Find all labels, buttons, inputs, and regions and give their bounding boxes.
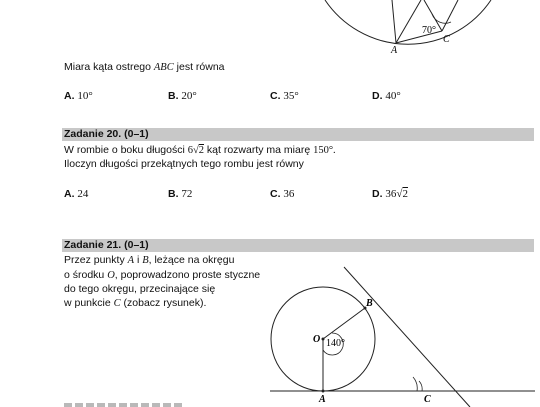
q21-line1-b: B	[142, 255, 149, 266]
q19-option-b-letter: B.	[168, 90, 179, 102]
q21-header-bar	[62, 239, 534, 252]
q21-label-b: B	[366, 298, 373, 309]
q21-line1-i: i	[134, 254, 143, 266]
q20-side-root: 2	[198, 145, 204, 156]
q19-option-a[interactable]	[64, 89, 93, 103]
q21-line4-pre: w punkcie	[64, 297, 114, 309]
q21-label-a: A	[319, 394, 326, 405]
top-chord-1	[392, 0, 396, 43]
q20-option-b-letter: B.	[168, 188, 179, 200]
q20-option-b[interactable]	[168, 187, 192, 201]
q19-option-b[interactable]	[168, 89, 197, 103]
q19-question	[64, 60, 225, 75]
top-point-c: C	[443, 34, 450, 45]
q20-line1-pre: W rombie o boku długości	[64, 144, 188, 156]
top-chord-2	[396, 0, 421, 43]
q20-line2: Iloczyn długości przekątnych tego rombu jest równy	[64, 158, 304, 170]
q19-question-pre: Miara kąta ostrego	[64, 61, 154, 73]
q19-option-c-letter: C.	[270, 90, 281, 102]
q21-angle-c-arc	[419, 381, 422, 391]
q19-question-post: jest równa	[173, 61, 225, 73]
q20-option-a-letter: A.	[64, 188, 75, 200]
q19-option-b-value: 20°	[181, 90, 197, 102]
q19-option-d[interactable]	[372, 89, 401, 103]
q21-label-o: O	[313, 334, 321, 345]
q19-option-c-value: 35°	[283, 90, 299, 102]
q21-line2-pre: o środku	[64, 269, 108, 281]
q19-option-d-letter: D.	[372, 90, 383, 102]
q21-figure	[260, 262, 540, 407]
q19-option-c[interactable]	[270, 89, 299, 103]
q21-line4-post: (zobacz rysunek).	[120, 297, 207, 309]
q21-label-c: C	[424, 394, 431, 405]
q20-option-c-value: 36	[283, 188, 295, 200]
q21-line2	[64, 268, 260, 283]
sqrt-icon: √	[192, 145, 199, 156]
cutoff-line	[64, 403, 184, 407]
q21-angle-label: 140°	[326, 338, 345, 349]
q20-header: Zadanie 20. (0–1)	[64, 128, 149, 140]
q20-header-bar	[62, 128, 534, 141]
q19-question-math: ABC	[153, 62, 174, 73]
q21-point-a	[322, 390, 325, 393]
q21-line4	[64, 296, 206, 311]
q20-line1-angle: 150°.	[313, 145, 336, 156]
q20-option-c-letter: C.	[270, 188, 281, 200]
q21-line2-o: O	[107, 270, 115, 281]
q21-line1-post: , leżące na okręgu	[148, 254, 235, 266]
q19-option-a-letter: A.	[64, 90, 75, 102]
q20-side-coef: 6	[187, 145, 193, 156]
q20-option-c[interactable]	[270, 187, 294, 201]
q21-line2-post: , poprowadzono proste styczne	[114, 269, 261, 281]
q19-option-d-value: 40°	[385, 90, 401, 102]
top-point-a: A	[391, 45, 398, 56]
q21-angle-c-arc-2	[413, 377, 417, 391]
q20-option-d-root: 2	[402, 188, 408, 200]
q21-point-o	[322, 338, 325, 341]
q21-line4-c: C	[113, 298, 121, 309]
q20-line1	[64, 143, 336, 158]
q21-line1	[64, 253, 234, 268]
top-chord-5	[442, 0, 458, 31]
q21-radius-ob	[323, 308, 365, 339]
q19-option-a-value: 10°	[77, 90, 93, 102]
sqrt-icon: √	[396, 188, 403, 200]
q21-line3: do tego okręgu, przecinające się	[64, 283, 216, 295]
q20-option-a[interactable]	[64, 187, 88, 201]
q20-option-a-value: 24	[77, 188, 89, 200]
q21-header: Zadanie 21. (0–1)	[64, 239, 149, 251]
q20-option-d[interactable]	[372, 187, 408, 201]
q20-option-d-letter: D.	[372, 188, 383, 200]
q20-option-b-value: 72	[181, 188, 193, 200]
top-angle-label: 70°	[422, 25, 436, 36]
q21-line1-pre: Przez punkty	[64, 254, 128, 266]
q21-line1-a: A	[127, 255, 135, 266]
q21-tangent-line-bc	[344, 267, 470, 407]
top-figure	[300, 0, 540, 56]
q20-line1-mid: kąt rozwarty ma miarę	[204, 144, 314, 156]
q20-option-d-coef: 36	[385, 188, 397, 200]
